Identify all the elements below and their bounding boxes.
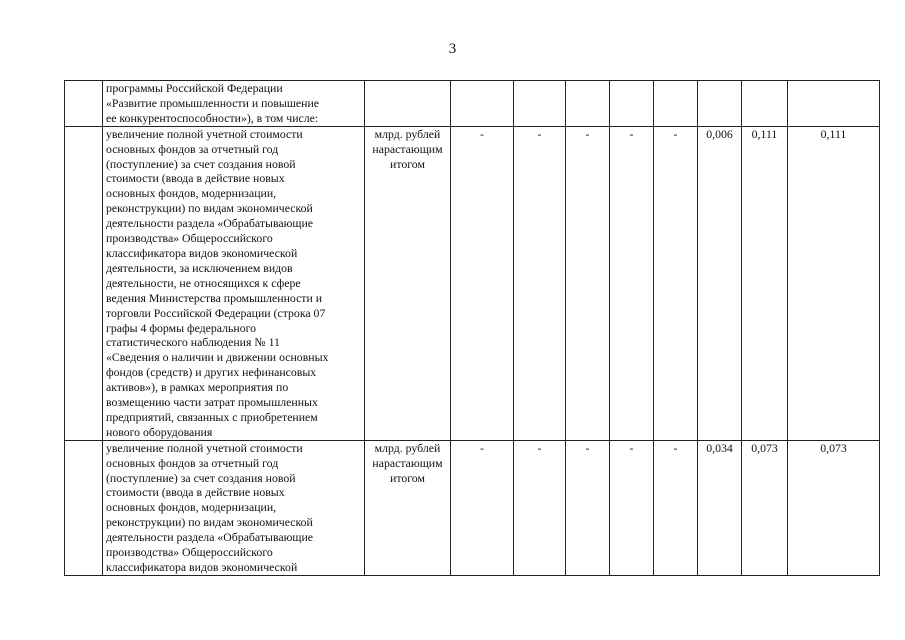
value-cell [788,81,880,127]
value-cell: - [514,126,566,440]
indicator-description-cell [103,81,365,127]
unit-line: млрд. рублей [374,126,441,141]
value-cell: - [610,126,654,440]
table-row [65,126,880,440]
value-cell [514,81,566,127]
description-line: деятельности, за исключением видов [106,260,293,275]
value-cell: - [654,126,698,440]
description-line: классификатора видов экономической [106,560,298,574]
description-line: реконструкции) по видам экономической [106,201,313,216]
description-line: деятельности раздела «Обрабатывающие [106,216,314,231]
description-line: фондов (средств) и других нефинансовых [106,365,317,380]
description-line: программы Российской Федерации [106,81,283,95]
value-cell: - [566,126,610,440]
description-line: «Сведения о наличии и движении основных [106,350,329,365]
value-cell: 0,073 [742,440,788,575]
table-row [65,81,880,127]
description-line: предприятий, связанных с приобретением [106,409,318,424]
unit-line: итогом [390,470,425,485]
value-cell: - [451,440,514,575]
unit-cell [365,440,451,575]
description-line: «Развитие промышленности и повышение [106,95,320,110]
indicators-table [64,80,880,576]
value-cell: 0,006 [698,126,742,440]
description-line: производства» Общероссийского [106,231,273,246]
description-line: стоимости (ввода в действие новых [106,485,285,500]
description-line: производства» Общероссийского [106,545,273,560]
description-line: возмещению части затрат промышленных [106,395,318,410]
description-line: основных фондов, модернизации, [106,186,277,201]
row-number-cell [65,440,103,575]
unit-line: млрд. рублей [374,440,441,455]
description-line: классификатора видов экономической [106,245,298,260]
description-line: основных фондов, модернизации, [106,500,277,515]
description-line: реконструкции) по видам экономической [106,515,313,530]
description-line: (поступление) за счет создания новой [106,156,296,171]
description-line: графы 4 формы федерального [106,320,257,335]
description-line: ведения Министерства промышленности и [106,290,323,305]
value-cell: - [654,440,698,575]
unit-cell [365,126,451,440]
description-line: ее конкурентоспособности»), в том числе: [106,110,319,125]
value-cell [698,81,742,127]
description-line: деятельности раздела «Обрабатывающие [106,530,314,545]
value-cell: 0,111 [788,126,880,440]
description-line: статистического наблюдения № 11 [106,335,280,350]
unit-line: итогом [390,156,425,171]
description-line: торговли Российской Федерации (строка 07 [106,305,326,320]
value-cell: 0,034 [698,440,742,575]
value-cell: - [566,440,610,575]
description-line: активов»), в рамках мероприятия по [106,380,289,395]
value-cell [451,81,514,127]
unit-line: нарастающим [372,455,443,470]
indicator-description-cell [103,126,365,440]
description-line: (поступление) за счет создания новой [106,470,296,485]
description-line: увеличение полной учетной стоимости [106,440,303,455]
description-line: основных фондов за отчетный год [106,455,279,470]
description-line: деятельности, не относящихся к сфере [106,275,301,290]
row-number-cell [65,81,103,127]
value-cell [654,81,698,127]
value-cell: - [610,440,654,575]
value-cell: 0,111 [742,126,788,440]
unit-cell [365,81,451,127]
value-cell: 0,073 [788,440,880,575]
row-number-cell [65,126,103,440]
value-cell: - [514,440,566,575]
description-line: основных фондов за отчетный год [106,141,279,156]
table-row [65,440,880,575]
value-cell [566,81,610,127]
description-line: увеличение полной учетной стоимости [106,126,303,141]
unit-line: нарастающим [372,141,443,156]
description-line: стоимости (ввода в действие новых [106,171,285,186]
indicator-description-cell [103,440,365,575]
page-number: 3 [448,41,457,57]
value-cell: - [451,126,514,440]
value-cell [610,81,654,127]
description-line: нового оборудования [106,424,213,439]
value-cell [742,81,788,127]
